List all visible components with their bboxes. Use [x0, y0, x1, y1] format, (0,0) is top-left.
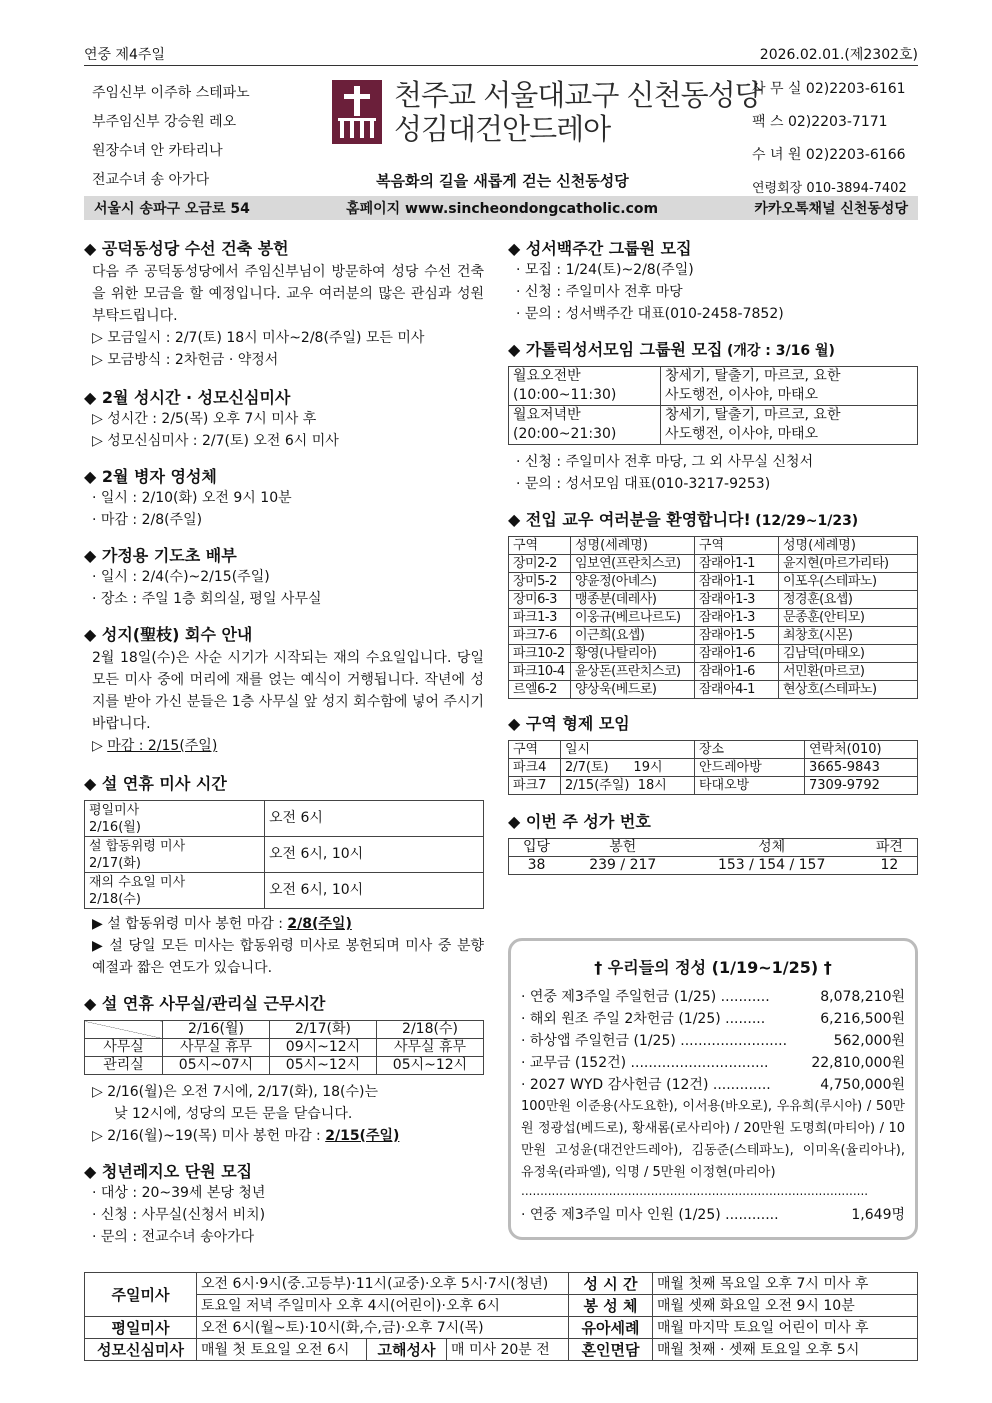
liturgical-week: 연중 제4주일 [84, 47, 165, 63]
offering-list [521, 986, 905, 1096]
newcomer-cell: 양윤정(아녜스) [571, 573, 695, 591]
newcomer-cell: 파크10-4 [509, 663, 571, 681]
newcomer-row [509, 627, 918, 645]
newcomer-cell: 현상호(스테파노) [779, 681, 918, 699]
offering-row [521, 1008, 905, 1030]
homepage-link[interactable]: 홈페이지 www.sincheondongcatholic.com [346, 201, 659, 217]
parish-motto: 복음화의 길을 새롭게 걷는 신천동성당 [376, 172, 629, 190]
section-brothers-meeting: ◆ 구역 형제 모임 구역 일시 장소 연락처(010) 파크4 2/7(토) 19시 안드레아방 3665-9843 파크7 2/15(주일) 18시 타대오방 7309-9792 [508, 711, 918, 795]
newcomer-cell: 윤지현(마르가리타) [779, 555, 918, 573]
offering-label: · 2027 WYD 감사헌금 (12건) ............. [521, 1077, 771, 1093]
newcomers-table: 구역 성명(세례명) 구역 성명(세례명) 장미2-2 임보연(프란치스코) 잠래아1-1 윤지현(마르가리타) 장미5-2 양윤정(아녜스) 잠래아1-1 이포우(스테파노) 장미6-3 맹종분(데레사) 잠래아1-3 정경훈(요셉) 파크1-3 이웅규(베르나르도) 잠래아1-3 문종훈(안티모) 파크7-6 이근희(요셉) 잠래아1-5 최창호(시몬) 파크10-2 황영(나탈리아) 잠래아1-6 김남덕(마태오) 파크10-4 윤상돈(프란치스코) 잠래아1-6 서민환(마르코) 르엘6-2 양상욱(베드로) 잠래아4-1 현상호(스테파노) [508, 536, 918, 699]
mass-schedule-table: 주일미사 오전 6시·9시(중.고등부)·11시(교중)·오후 5시·7시(청년) 성 시 간 매월 첫째 목요일 오후 7시 미사 후 토요일 저녁 주일미사 오후 4시(어린이)·오후 6시 봉 성 체 매월 셋째 화요일 오전 9시 10분 평일미사 오전 6시(월~토)·10시(화,수,금)·오후 7시(목) 유아세례 매월 마지막 토요일 어린이 미사 후 성모신심미사 매월 첫 토요일 오전 6시 고해성사 매 미사 20분 전 혼인면담 매월 첫째 · 셋째 토요일 오후 5시 [84, 1272, 918, 1361]
section-office-hours: ◆ 설 연휴 사무실/관리실 근무시간 2/16(월) 2/17(화) 2/18(수) 사무실 사무실 휴무 09시~12시 사무실 휴무 관리실 05시~07시 05시~12시 05시~12시 ▷ 2/16(월)은 오전 7시에, 2/17(화), 18(수)는 낮 12시에, 성당의 모든 문을 닫습니다. ▷ 2/16(월)~19(목) 미사 봉헌 마감 : 2/15(주일) [84, 991, 484, 1147]
newcomer-cell: 김남덕(마태오) [779, 645, 918, 663]
newcomer-cell: 장미5-2 [509, 573, 571, 591]
attendance-row: · 연중 제3주일 미사 인원 (1/25) ............ 1,649명 [521, 1207, 905, 1223]
newcomer-cell: 이웅규(베르나르도) [571, 609, 695, 627]
address: 서울시 송파구 오금로 54 [94, 201, 250, 217]
offering-label: · 하상앱 주일헌금 (1/25) ........................ [521, 1033, 788, 1049]
newcomer-cell: 파크10-2 [509, 645, 571, 663]
offering-title: † 우리들의 정성 (1/19~1/25) † [594, 958, 832, 977]
church-logo-icon [332, 80, 382, 144]
funeral-chair-phone: 연령회장 010-3894-7402 [752, 181, 907, 196]
offering-label: · 연중 제3주일 주일헌금 (1/25) ........... [521, 989, 770, 1005]
holiday-mass-table: 평일미사 2/16(월) 오전 6시 설 합동위령 미사 2/17(화) 오전 6시, 10시 재의 수요일 미사 2/18(수) 오전 6시, 10시 [84, 800, 484, 909]
brothers-meeting-table: 구역 일시 장소 연락처(010) 파크4 2/7(토) 19시 안드레아방 3665-9843 파크7 2/15(주일) 18시 타대오방 7309-9792 [508, 740, 918, 795]
address-bar [84, 196, 918, 220]
office-hours-table: 2/16(월) 2/17(화) 2/18(수) 사무실 사무실 휴무 09시~12시 사무실 휴무 관리실 05시~07시 05시~12시 05시~12시 [84, 1020, 484, 1075]
newcomer-cell: 양상욱(베드로) [571, 681, 695, 699]
section-candles: ◆ 가정용 기도초 배부 · 일시 : 2/4(수)~2/15(주일) · 장소 : 주일 1층 회의실, 평일 사무실 [84, 546, 322, 607]
hymn-table: 입당 봉헌 성체 파견 38 239 / 217 153 / 154 / 157 12 [508, 838, 918, 875]
offering-row [521, 1052, 905, 1074]
section-bible-100: ◆ 성서백주간 그룹원 모집 · 모집 : 1/24(토)~2/8(주일) · 신청 : 주일미사 전후 마당 · 문의 : 성서백주간 대표(010-2458-7852) [508, 239, 784, 322]
staff-associate: 부주임신부 강승원 레오 [92, 114, 237, 130]
left-column [84, 236, 484, 1248]
newcomer-row [509, 609, 918, 627]
staff-sister: 전교수녀 송 아가다 [92, 172, 210, 188]
offering-row [521, 1074, 905, 1096]
dotted-divider: ........................................................................................... [521, 1184, 869, 1198]
staff-pastor: 주임신부 이주하 스테파노 [92, 85, 250, 101]
newcomer-cell: 이포우(스테파노) [779, 573, 918, 591]
newcomer-row [509, 591, 918, 609]
newcomer-cell: 황영(나탈리아) [571, 645, 695, 663]
newcomer-cell: 잠래아1-6 [695, 663, 779, 681]
staff-list [92, 82, 250, 198]
section-hymns: ◆ 이번 주 성가 번호 입당 봉헌 성체 파견 38 239 / 217 153 / 154 / 157 12 [508, 809, 918, 875]
bulletin-header [84, 74, 918, 194]
newcomer-cell: 파크1-3 [509, 609, 571, 627]
contact-list [752, 78, 907, 209]
newcomer-cell: 잠래아1-1 [695, 573, 779, 591]
convent-phone: 수 녀 원 02)2203-6166 [752, 147, 906, 163]
offering-box [508, 938, 918, 1240]
bible-group-table: 월요오전반 (10:00~11:30) 창세기, 탈출기, 마르코, 요한 사도행전, 이사야, 마태오 월요저녁반 (20:00~21:30) 창세기, 탈출기, 마르코, 요한 사도행전, 이사야, 마태오 [508, 366, 918, 445]
newcomer-row [509, 681, 918, 699]
newcomer-cell: 잠래아1-6 [695, 645, 779, 663]
newcomer-cell: 문종훈(안티모) [779, 609, 918, 627]
newcomer-cell: 잠래아1-3 [695, 591, 779, 609]
newcomer-cell: 장미6-3 [509, 591, 571, 609]
newcomer-cell: 임보연(프란치스코) [571, 555, 695, 573]
kakao-channel: 카카오톡채널 신천동성당 [754, 201, 908, 217]
section-palm-return: ◆ 성지(聖枝) 회수 안내 2월 18일(수)은 사순 시기가 시작되는 재의 수요일입니다. 당일 모든 미사 중에 머리에 재를 얹는 예식이 거행됩니다. 작년에 성지를 받아 가신 분들은 1층 사무실 앞 성지 회수함에 넣어 주시기 바랍니다. ▷ 마감 : 2/15(주일) [84, 625, 484, 754]
section-bible-group: ◆ 가톨릭성서모임 그룹원 모집 (개강 : 3/16 월) 월요오전반 (10:00~11:30) 창세기, 탈출기, 마르코, 요한 사도행전, 이사야, 마태오 월요저녁반 (20:00~21:30) 창세기, 탈출기, 마르코, 요한 사도행전, 이사야, 마태오 · 신청 : 주일미사 전후 마당, 그 외 사무실 신청서 · 문의 : 성서모임 대표(010-3217-9253) [508, 337, 918, 495]
offering-row [521, 986, 905, 1008]
office-phone: 사 무 실 02)2203-6161 [752, 81, 906, 97]
issue-date: 2026.02.01.(제2302호) [759, 47, 918, 63]
newcomer-cell: 파크7-6 [509, 627, 571, 645]
newcomer-row [509, 555, 918, 573]
section-holy-hour: ◆ 2월 성시간 · 성모신심미사 ▷ 성시간 : 2/5(목) 오후 7시 미사 후 ▷ 성모신심미사 : 2/7(토) 오전 6시 미사 [84, 388, 339, 449]
newcomer-cell: 잠래아4-1 [695, 681, 779, 699]
offering-label: · 교무금 (152건) ............................... [521, 1055, 769, 1071]
offering-row [521, 1030, 905, 1052]
offering-amount: 4,750,000원 [820, 1077, 905, 1093]
newcomer-cell: 정경훈(요셉) [779, 591, 918, 609]
offering-label: · 해외 원조 주일 2차헌금 (1/25) ......... [521, 1011, 766, 1027]
newcomer-row [509, 663, 918, 681]
church-name: 천주교 서울대교구 신천동성당 성김대건안드레아 [394, 78, 762, 146]
newcomer-cell: 최창호(시몬) [779, 627, 918, 645]
offering-amount: 22,810,000원 [811, 1055, 905, 1071]
section-holiday-mass: ◆ 설 연휴 미사 시간 평일미사 2/16(월) 오전 6시 설 합동위령 미사 2/17(화) 오전 6시, 10시 재의 수요일 미사 2/18(수) 오전 6시, 10시 ▶ 설 합동위령 미사 봉헌 마감 : 2/8(주일) ▶ 설 당일 모든 미사는 합동위령 미사로 봉헌되며 미사 중 분향 예절과 짧은 연도가 있습니다. [84, 774, 484, 976]
issue-info-bar [84, 44, 918, 66]
newcomer-row [509, 645, 918, 663]
newcomer-row [509, 573, 918, 591]
donor-list: 100만원 이준용(사도요한), 이서용(바오로), 우유희(루시아) / 50만원 정광섭(베드로), 황새롬(로사리아) / 20만원 도명희(마티아) / 10만원 고성윤(대건안드레아), 김동준(스테파노), 이미옥(율리아나), 유정욱(라파엘), 익명 / 5만원 이정현(마리아) [521, 1099, 905, 1180]
offering-amount: 8,078,210원 [820, 989, 905, 1005]
fax-number: 팩 스 02)2203-7171 [752, 114, 888, 130]
section-newcomers: ◆ 전입 교우 여러분을 환영합니다! (12/29~1/23) 구역 성명(세례명) 구역 성명(세례명) 장미2-2 임보연(프란치스코) 잠래아1-1 윤지현(마르가리타) 장미5-2 양윤정(아녜스) 잠래아1-1 이포우(스테파노) 장미6-3 맹종분(데레사) 잠래아1-3 정경훈(요셉) 파크1-3 이웅규(베르나르도) 잠래아1-3 문종훈(안티모) 파크7-6 이근희(요셉) 잠래아1-5 최창호(시몬) 파크10-2 황영(나탈리아) 잠래아1-6 김남덕(마태오) 파크10-4 윤상돈(프란치스코) 잠래아1-6 서민환(마르코) 르엘6-2 양상욱(베드로) 잠래아4-1 현상호(스테파노) [508, 507, 918, 699]
newcomer-cell: 이근희(요셉) [571, 627, 695, 645]
mass-schedule [84, 1272, 918, 1361]
section-sick-communion: ◆ 2월 병자 영성체 · 일시 : 2/10(화) 오전 9시 10분 · 마감 : 2/8(주일) [84, 467, 292, 528]
section-gongdeok: ◆ 공덕동성당 수선 건축 봉헌 다음 주 공덕동성당에서 주임신부님이 방문하여 성당 수선 건축을 위한 모금을 할 예정입니다. 교우 여러분의 많은 관심과 성원 부탁드립니다. ▷ 모금일시 : 2/7(토) 18시 미사~2/8(주일) 모든 미사 ▷ 모금방식 : 2차헌금 · 약정서 [84, 239, 484, 368]
newcomer-cell: 잠래아1-3 [695, 609, 779, 627]
newcomer-cell: 맹종분(데레사) [571, 591, 695, 609]
newcomer-cell: 잠래아1-5 [695, 627, 779, 645]
offering-amount: 6,216,500원 [820, 1011, 905, 1027]
newcomer-cell: 잠래아1-1 [695, 555, 779, 573]
right-column [508, 236, 918, 875]
newcomer-cell: 윤상돈(프란치스코) [571, 663, 695, 681]
newcomer-cell: 서민환(마르코) [779, 663, 918, 681]
newcomer-cell: 장미2-2 [509, 555, 571, 573]
offering-amount: 562,000원 [833, 1033, 905, 1049]
staff-superior: 원장수녀 안 카타리나 [92, 143, 223, 159]
newcomer-cell: 르엘6-2 [509, 681, 571, 699]
section-youth-legio: ◆ 청년레지오 단원 모집 · 대상 : 20~39세 본당 청년 · 신청 : 사무실(신청서 비치) · 문의 : 전교수녀 송아가다 [84, 1162, 266, 1245]
